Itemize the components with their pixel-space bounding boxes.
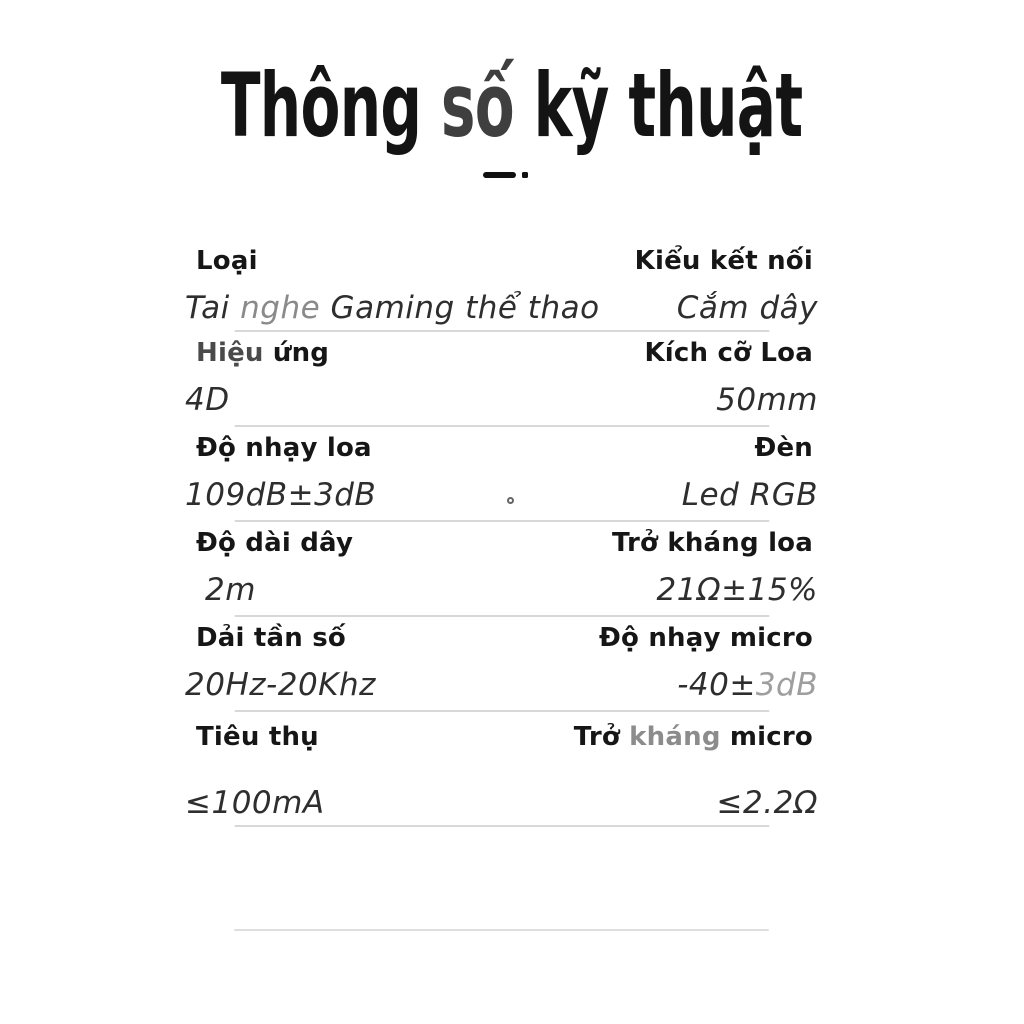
spec-cell-left <box>185 528 353 609</box>
spec-label: Hiệu ứng <box>196 338 330 368</box>
spec-value: Led RGB <box>681 477 818 513</box>
title-dash-icon <box>483 172 516 178</box>
spec-value: 4D <box>185 382 230 418</box>
stray-ring-mark-icon <box>507 497 514 504</box>
spec-value: 2m <box>205 572 256 608</box>
spec-label: Đèn <box>754 433 813 463</box>
spec-label: Trở kháng loa <box>611 528 813 558</box>
spec-row <box>185 617 818 712</box>
spec-label: Độ dài dây <box>196 528 354 558</box>
spec-row <box>185 427 818 522</box>
spec-cell-right <box>682 433 818 514</box>
spec-value: 109dB±3dB <box>185 477 377 513</box>
spec-cell-left <box>185 433 376 514</box>
spec-cell-right <box>635 246 818 327</box>
spec-row <box>185 240 818 332</box>
bottom-divider <box>234 929 769 931</box>
spec-value: ≤100mA <box>185 785 325 821</box>
spec-label: Tiêu thụ <box>196 722 319 752</box>
spec-value: 21Ω±15% <box>656 572 818 608</box>
spec-cell-left <box>185 246 600 327</box>
spec-cell-right <box>599 623 818 704</box>
spec-cell-right <box>574 722 818 822</box>
spec-table <box>185 240 818 931</box>
spec-value: Cắm dây <box>676 290 818 326</box>
spec-cell-right <box>644 338 818 419</box>
spec-value: ≤2.2Ω <box>716 785 818 821</box>
title-dot-icon <box>522 172 528 178</box>
spec-cell-right <box>612 528 818 609</box>
spec-cell-left <box>185 338 329 419</box>
spec-value: 50mm <box>716 382 818 418</box>
spec-label: Kích cỡ Loa <box>644 338 813 368</box>
title-underline <box>0 172 1010 178</box>
spec-label: Loại <box>196 246 258 276</box>
page-title-text: Thông số kỹ thuật <box>221 54 803 157</box>
spec-label: Kiểu kết nối <box>634 246 813 276</box>
spec-label: Độ nhạy micro <box>599 623 813 653</box>
bottom-spacer <box>185 827 818 929</box>
spec-row <box>185 712 818 827</box>
spec-row <box>185 522 818 617</box>
spec-value: Tai nghe Gaming thể thao <box>185 290 600 326</box>
page-title <box>0 54 1024 157</box>
spec-value: -40±3dB <box>677 667 818 703</box>
spec-label: Độ nhạy loa <box>196 433 372 463</box>
spec-row <box>185 332 818 427</box>
spec-cell-left <box>185 623 376 704</box>
spec-cell-left <box>185 722 325 822</box>
spec-value: 20Hz-20Khz <box>185 667 376 703</box>
spec-label: Dải tần số <box>196 623 346 653</box>
spec-label: Trở kháng micro <box>573 722 813 752</box>
